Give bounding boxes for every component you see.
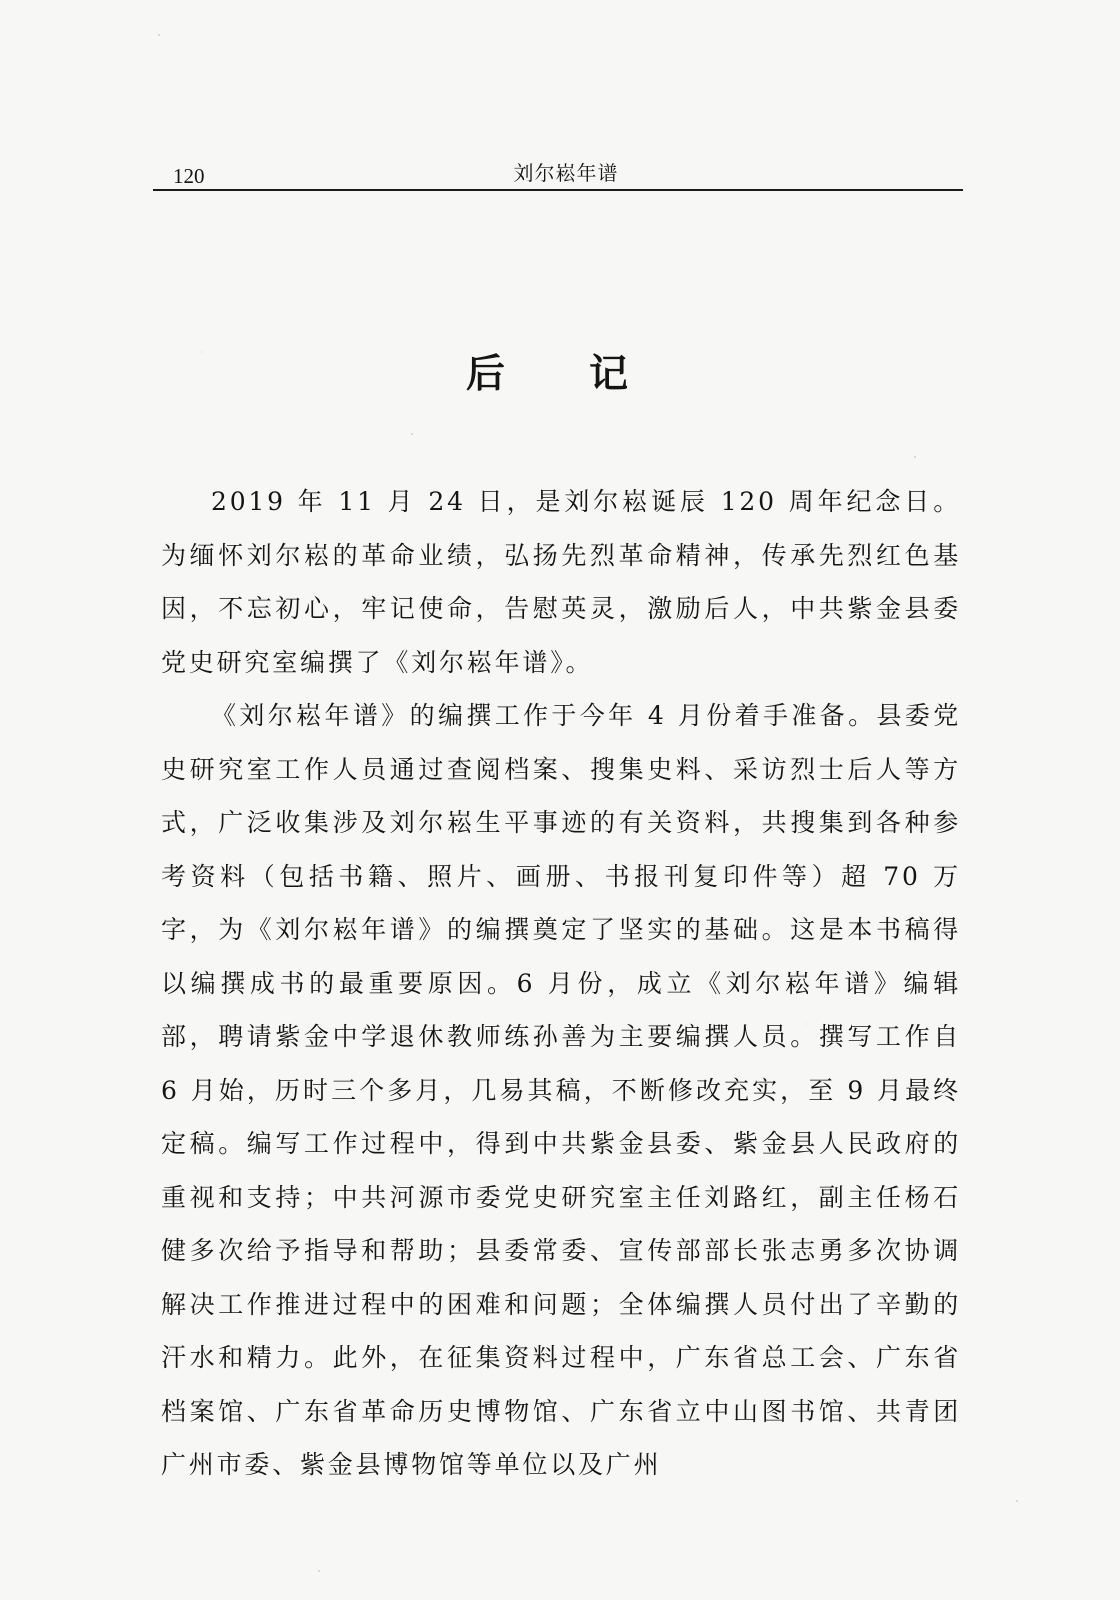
- body-paragraph-1: 2019 年 11 月 24 日，是刘尔崧诞辰 120 周年纪念日。为缅怀刘尔崧的革命业绩，弘扬先烈革命精神，传承先烈红色基因，不忘初心，牢记使命，告慰英灵，激励后人，中共紫金县委党史研究室编撰了《刘尔崧年谱》。: [161, 487, 961, 677]
- afterword-body: [161, 475, 961, 1492]
- header-rule: [153, 189, 963, 191]
- body-paragraph-2: 《刘尔崧年谱》的编撰工作于今年 4 月份着手准备。县委党史研究室工作人员通过查阅档案、搜集史料、采访烈士后人等方式，广泛收集涉及刘尔崧生平事迹的有关资料，共搜集到各种参考资料（包括书籍、照片、画册、书报刊复印件等）超 70 万字，为《刘尔崧年谱》的编撰奠定了坚实的基础。这是本书稿得以编撰成书的最重要原因。6 月份，成立《刘尔崧年谱》编辑部，聘请紫金中学退休教师练孙善为主要编撰人员。撰写工作自 6 月始，历时三个多月，几易其稿，不断修改充实，至 9 月最终定稿。编写工作过程中，得到中共紫金县委、紫金县人民政府的重视和支持；中共河源市委党史研究室主任刘路红，副主任杨石健多次给予指导和帮助；县委常委、宣传部部长张志勇多次协调解决工作推进过程中的困难和问题；全体编撰人员付出了辛勤的汗水和精力。此外，在征集资料过程中，广东省总工会、广东省档案馆、广东省革命历史博物馆、广东省立中山图书馆、共青团广州市委、紫金县博物馆等单位以及广州: [161, 701, 961, 1479]
- running-title: 刘尔崧年谱: [513, 161, 619, 185]
- scan-speck: [411, 433, 413, 435]
- scan-speck: [914, 456, 916, 458]
- section-title: 后记: [466, 352, 713, 398]
- running-head: [153, 150, 963, 198]
- scan-speck: [318, 1570, 320, 1572]
- page-number: 120: [173, 164, 205, 188]
- scan-speck: [158, 34, 160, 36]
- scan-speck: [1016, 1500, 1018, 1502]
